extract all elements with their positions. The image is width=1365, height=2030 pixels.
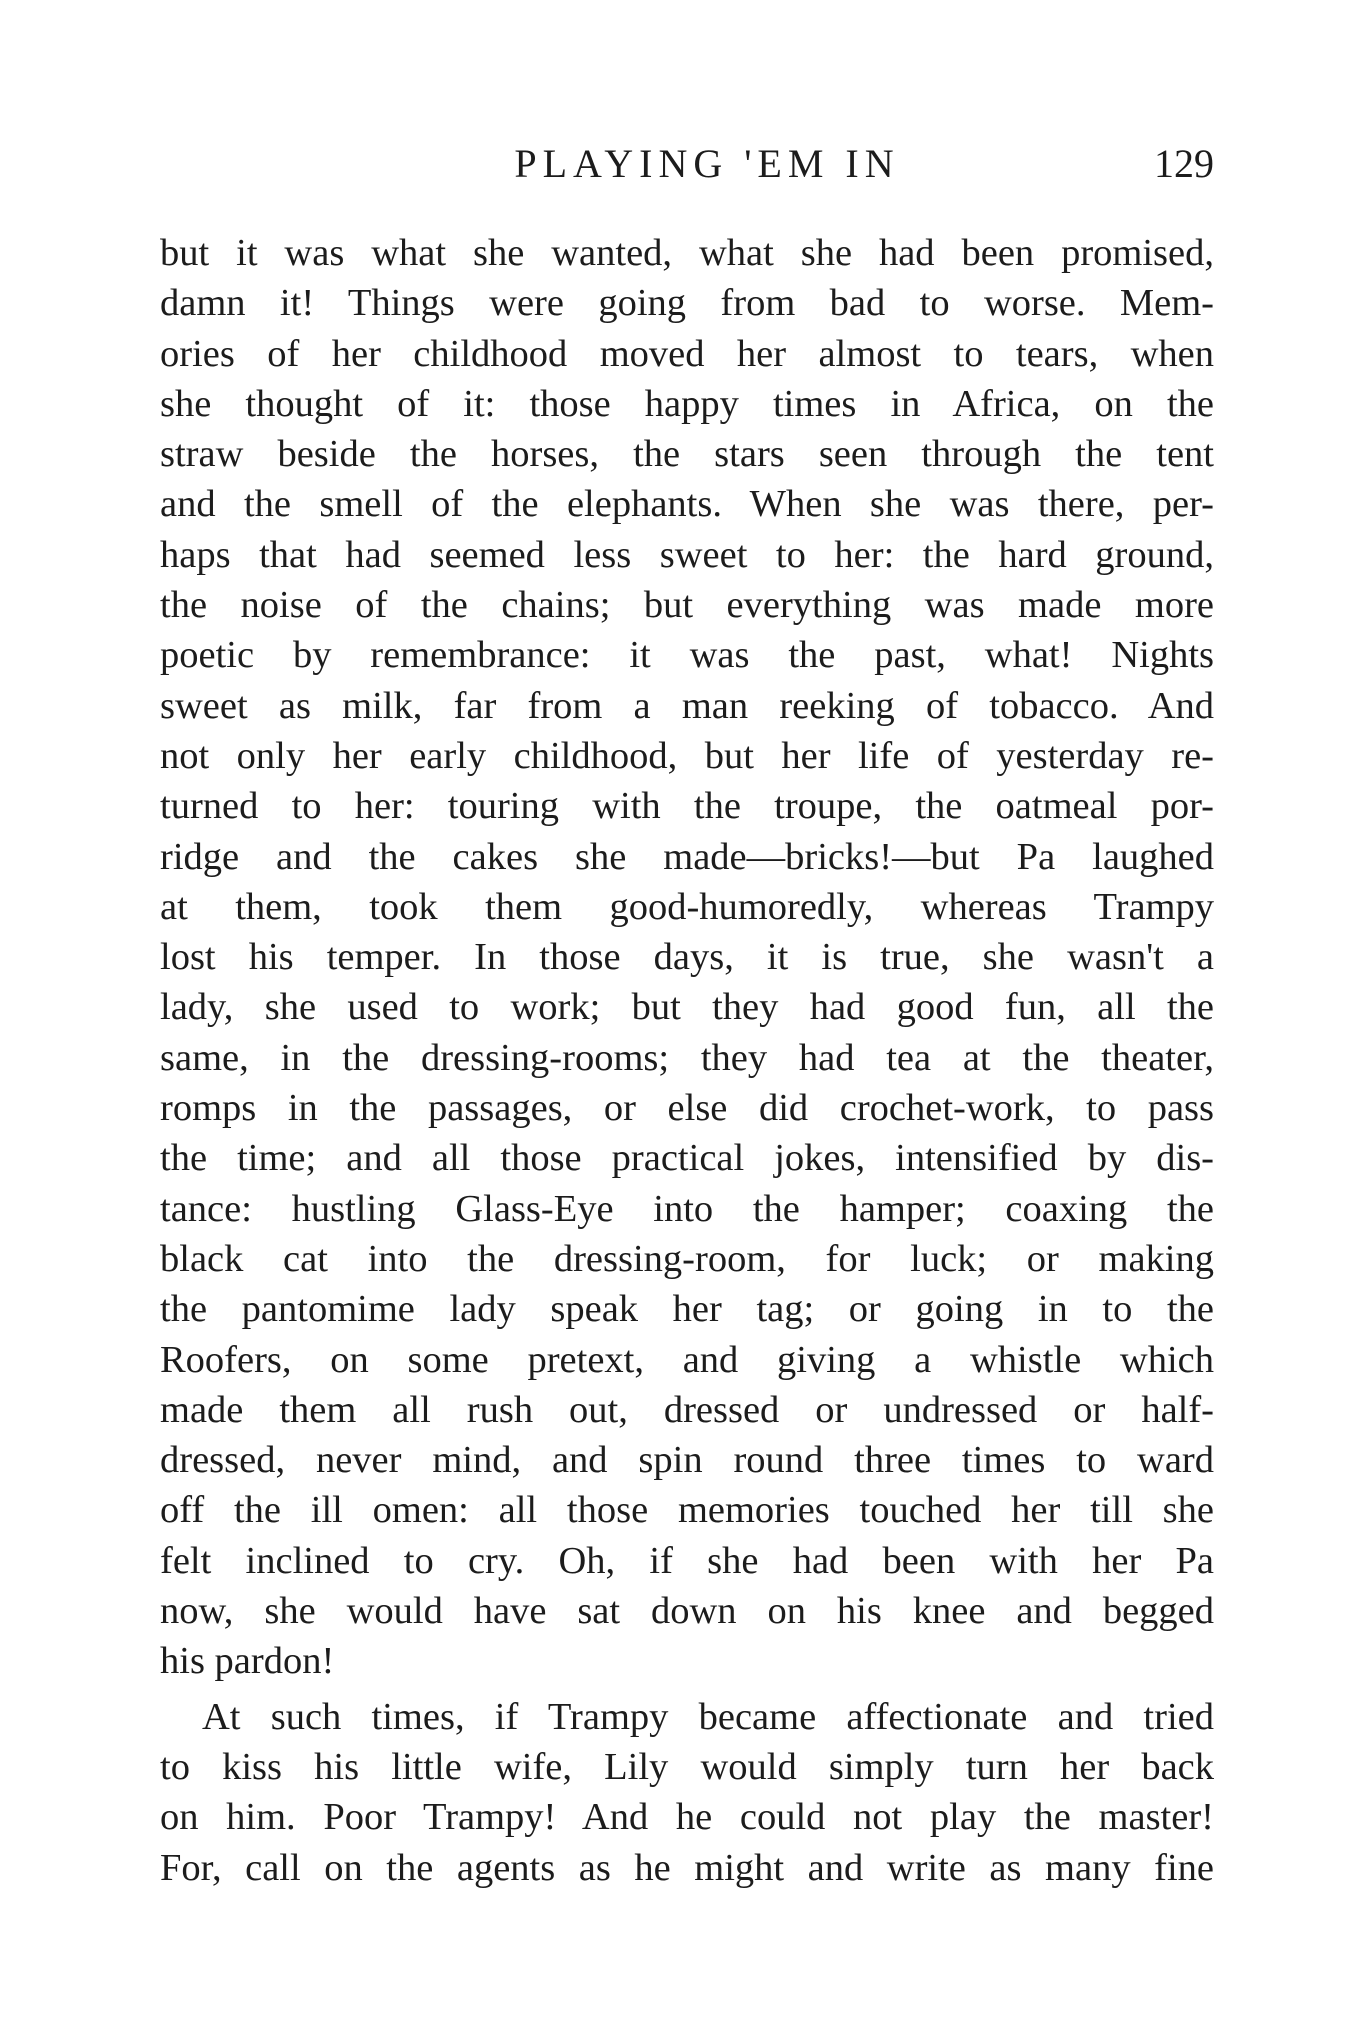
text-line: she thought of it: those happy times in Africa, on the: [160, 382, 1214, 425]
text-line: ories of her childhood moved her almost to tears, when: [160, 332, 1214, 375]
text-line: the time; and all those practical jokes, intensified by dis-: [160, 1137, 1214, 1180]
text-line: off the ill omen: all those memories touched her till she: [160, 1489, 1214, 1532]
running-title: PLAYING 'EM IN: [514, 141, 900, 186]
text-line: tance: hustling Glass-Eye into the hamper; coaxing the: [160, 1187, 1214, 1230]
text-line: romps in the passages, or else did crochet-work, to pass: [160, 1087, 1214, 1130]
body-text: [160, 228, 1214, 1893]
text-line: the noise of the chains; but everything was made more: [160, 584, 1214, 627]
text-line: sweet as milk, far from a man reeking of tobacco. And: [160, 684, 1214, 727]
book-page: [160, 140, 1214, 1893]
text-line: black cat into the dressing-room, for luck; or making: [160, 1237, 1214, 1280]
text-line: For, call on the agents as he might and write as many fine: [160, 1846, 1214, 1889]
text-line: same, in the dressing-rooms; they had tea at the theater,: [160, 1036, 1214, 1079]
text-line: the pantomime lady speak her tag; or going in to the: [160, 1288, 1214, 1331]
text-line: haps that had seemed less sweet to her: the hard ground,: [160, 533, 1214, 576]
text-line: at them, took them good-humoredly, whereas Trampy: [160, 885, 1214, 928]
text-line: turned to her: touring with the troupe, the oatmeal por-: [160, 785, 1214, 828]
text-line: and the smell of the elephants. When she was there, per-: [160, 483, 1214, 526]
text-line: straw beside the horses, the stars seen through the tent: [160, 433, 1214, 476]
text-line: poetic by remembrance: it was the past, what! Nights: [160, 634, 1214, 677]
text-line: not only her early childhood, but her life of yesterday re-: [160, 734, 1214, 777]
text-line: on him. Poor Trampy! And he could not play the master!: [160, 1796, 1214, 1839]
paragraph-2: [160, 1692, 1214, 1893]
text-line: lady, she used to work; but they had good fun, all the: [160, 986, 1214, 1029]
text-line: lost his temper. In those days, it is true, she wasn't a: [160, 936, 1214, 979]
page-number: 129: [1154, 141, 1214, 186]
text-line: damn it! Things were going from bad to worse. Mem-: [160, 282, 1214, 325]
text-line: made them all rush out, dressed or undressed or half-: [160, 1388, 1214, 1431]
text-line: dressed, never mind, and spin round three times to ward: [160, 1439, 1214, 1482]
text-line: now, she would have sat down on his knee and begged: [160, 1590, 1214, 1633]
running-head: [160, 140, 1214, 200]
text-line: his pardon!: [160, 1640, 335, 1683]
text-line: ridge and the cakes she made—bricks!—but Pa laughed: [160, 835, 1214, 878]
text-line: At such times, if Trampy became affectionate and tried: [202, 1695, 1214, 1738]
text-line: to kiss his little wife, Lily would simply turn her back: [160, 1745, 1214, 1788]
text-line: but it was what she wanted, what she had been promised,: [160, 232, 1214, 274]
text-line: felt inclined to cry. Oh, if she had been with her Pa: [160, 1539, 1214, 1582]
text-line: Roofers, on some pretext, and giving a whistle which: [160, 1338, 1214, 1381]
paragraph-1: [160, 228, 1214, 1687]
